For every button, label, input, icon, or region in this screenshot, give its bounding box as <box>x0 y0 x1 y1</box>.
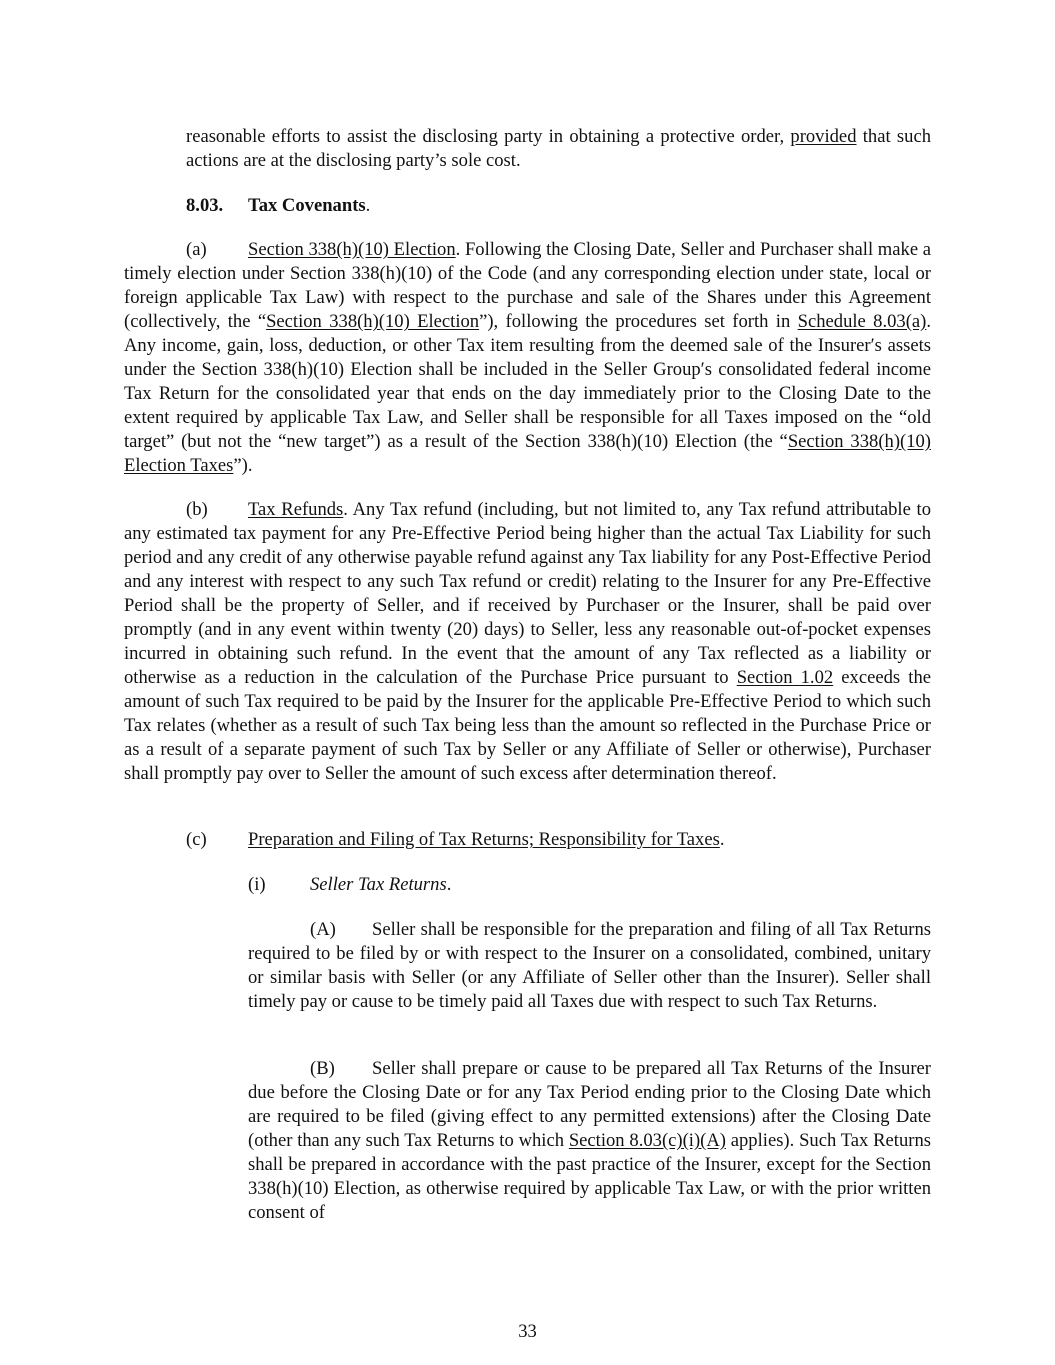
page-number: 33 <box>518 1321 537 1342</box>
paragraph-title: Seller Tax Returns <box>310 874 447 895</box>
paragraph-marker: (c) <box>186 829 207 850</box>
defined-term: Section 338(h)(10) Election <box>266 311 480 332</box>
paragraph-title: Tax Refunds <box>248 499 344 520</box>
paragraph-title: Preparation and Filing of Tax Returns; Responsibility for Taxes <box>248 829 720 850</box>
section-reference: Section 1.02 <box>736 667 834 688</box>
defined-term: Section 338(h)(10) Election Taxes <box>124 431 931 476</box>
section-reference: Section 8.03(c)(i)(A) <box>568 1130 726 1151</box>
paragraph-marker: (B) <box>310 1058 335 1079</box>
subparagraph-i: (i) Seller Tax Returns. <box>248 874 452 895</box>
paragraph-c: (c) Preparation and Filing of Tax Returns; Responsibility for Taxes. <box>186 829 725 850</box>
section-heading: 8.03. Tax Covenants. <box>186 195 371 216</box>
paragraph-marker: (A) <box>310 919 336 940</box>
clause-B: (B) Seller shall prepare or cause to be prepared all Tax Returns of the Insurer due before the Closing Date or for any Tax Period ending prior to the Closing Date which are required to be filed (giving effect to any permitted extensions) after the Closing Date (other than any such Tax Returns to which Section 8.03(c)(i)(A) applies). Such Tax Returns shall be prepared in accordance with the past practice of the Insurer, except for the Section 338(h)(10) Election, as otherwise required by applicable Tax Law, or with the prior written consent of <box>248 1058 931 1223</box>
provided-term: provided <box>790 126 857 147</box>
paragraph-b: (b) Tax Refunds. Any Tax refund (including, but not limited to, any Tax refund attributable to any estimated tax payment for any Pre-Effective Period being higher than the actual Tax Liability for such period and any credit of any otherwise payable refund against any Tax liability for any Post-Effective Period and any interest with respect to any such Tax refund or credit) relating to the Insurer for any Pre-Effective Period shall be the property of Seller, and if received by Purchaser or the Insurer, shall be paid over promptly (and in any event within twenty (20) days) to Seller, less any reasonable out-of-pocket expenses incurred in obtaining such refund. In the event that the amount of any Tax reflected as a liability or otherwise as a reduction in the calculation of the Purchase Price pursuant to Section 1.02 exceeds the amount of such Tax required to be paid by the Insurer for the applicable Pre-Effective Period to which such Tax relates (whether as a result of such Tax being less than the amount so reflected in the Purchase Price or as a result of a separate payment of such Tax by Seller or any Affiliate of Seller or otherwise), Purchaser shall promptly pay over to Seller the amount of such excess after determination thereof. <box>124 499 931 784</box>
continuation-paragraph: reasonable efforts to assist the disclosing party in obtaining a protective order, provided that such actions are at the disclosing party’s sole cost. <box>186 126 931 171</box>
section-title: Tax Covenants <box>248 195 366 216</box>
paragraph-title: Section 338(h)(10) Election <box>248 239 456 260</box>
paragraph-marker: (a) <box>186 239 207 260</box>
paragraph-marker: (i) <box>248 874 266 895</box>
paragraph-a: (a) Section 338(h)(10) Election. Following the Closing Date, Seller and Purchaser shall make a timely election under Section 338(h)(10) of the Code (and any corresponding election under state, local or foreign applicable Tax Law) with respect to the purchase and sale of the Shares under this Agreement (collectively, the “Section 338(h)(10) Election”), following the procedures set forth in Schedule 8.03(a). Any income, gain, loss, deduction, or other Tax item resulting from the deemed sale of the Insurer′s assets under the Section 338(h)(10) Election shall be included in the Seller Group′s consolidated federal income Tax Return for the consolidated year that ends on the day immediately prior to the Closing Date to the extent required by applicable Tax Law, and Seller shall be responsible for all Taxes imposed on the “old target” (but not the “new target”) as a result of the Section 338(h)(10) Election (the “Section 338(h)(10) Election Taxes”). <box>124 239 932 476</box>
paragraph-marker: (b) <box>186 499 208 520</box>
clause-A: (A) Seller shall be responsible for the preparation and filing of all Tax Returns required to be filed by or with respect to the Insurer on a consolidated, combined, unitary or similar basis with Seller (or any Affiliate of Seller other than the Insurer). Seller shall timely pay or cause to be timely paid all Taxes due with respect to such Tax Returns. <box>248 919 931 1012</box>
section-number: 8.03. <box>186 195 224 216</box>
schedule-reference: Schedule 8.03(a) <box>797 311 927 332</box>
